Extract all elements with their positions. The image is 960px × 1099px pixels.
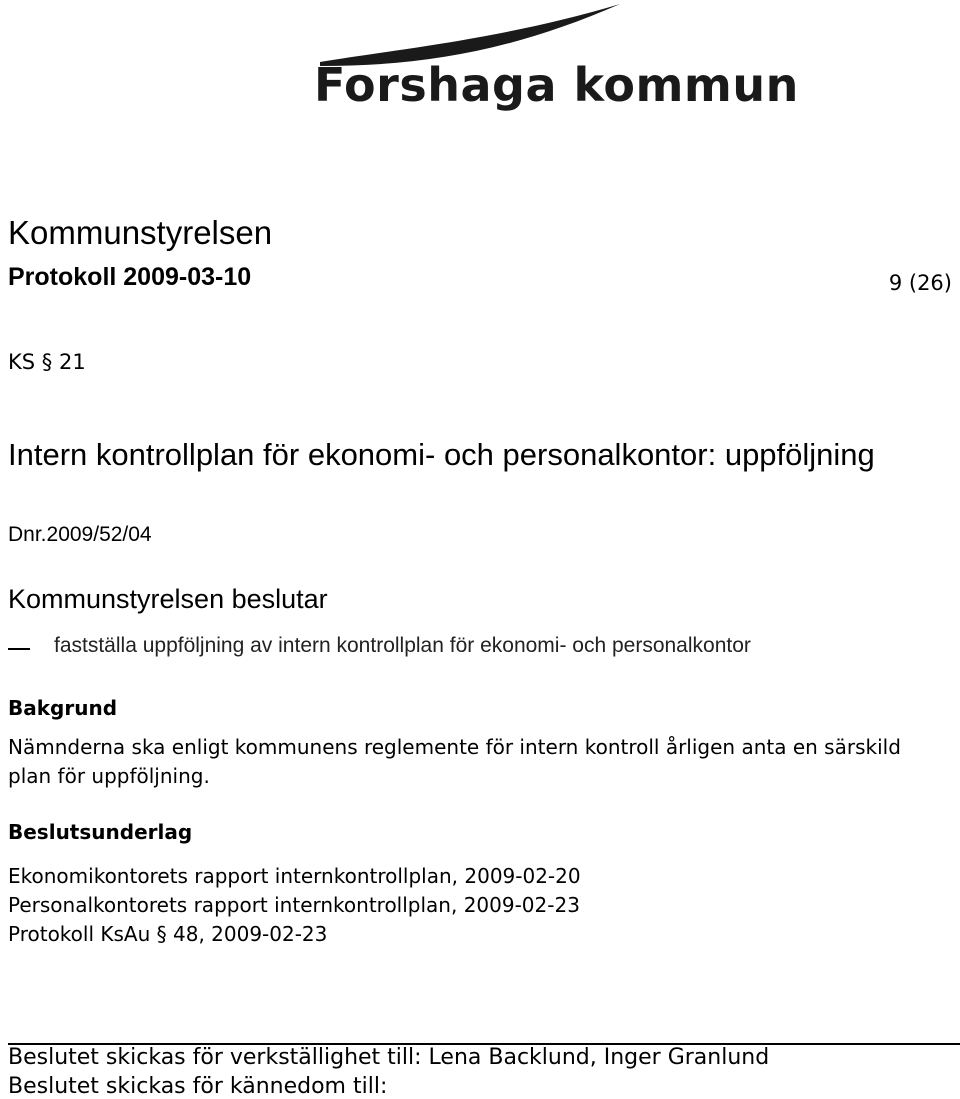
registration-number: Dnr.2009/52/04 (8, 523, 152, 546)
page-number: 9 (26) (888, 271, 952, 295)
paragraph-number: KS § 21 (8, 350, 86, 374)
basis-item: Ekonomikontorets rapport internkontrollplan, 2009-02-20 (8, 864, 581, 888)
footer-information-recipients: Beslutet skickas för kännedom till: (8, 1074, 388, 1099)
decision-bullet-dash (8, 648, 30, 650)
decision-item: fastställa uppföljning av intern kontrollplan för ekonomi- och personalkontor (54, 634, 751, 657)
basis-item: Personalkontorets rapport internkontrollplan, 2009-02-23 (8, 893, 580, 917)
basis-list (8, 862, 948, 949)
organization-name: Kommunstyrelsen (8, 214, 273, 251)
basis-heading: Beslutsunderlag (8, 820, 193, 844)
basis-item: Protokoll KsAu § 48, 2009-02-23 (8, 922, 328, 946)
background-text: Nämnderna ska enligt kommunens reglemente för intern kontroll årligen anta en särskild plan för uppföljning. (8, 735, 901, 788)
footer-execution-recipients: Beslutet skickas för verkställighet till: Lena Backlund, Inger Granlund (8, 1045, 770, 1070)
item-title: Intern kontrollplan för ekonomi- och personalkontor: uppföljning (8, 437, 875, 472)
background-heading: Bakgrund (8, 696, 118, 720)
protocol-date: Protokoll 2009-03-10 (8, 263, 252, 291)
decision-heading: Kommunstyrelsen beslutar (8, 584, 328, 614)
logo-text: Forshaga kommun (314, 58, 799, 112)
